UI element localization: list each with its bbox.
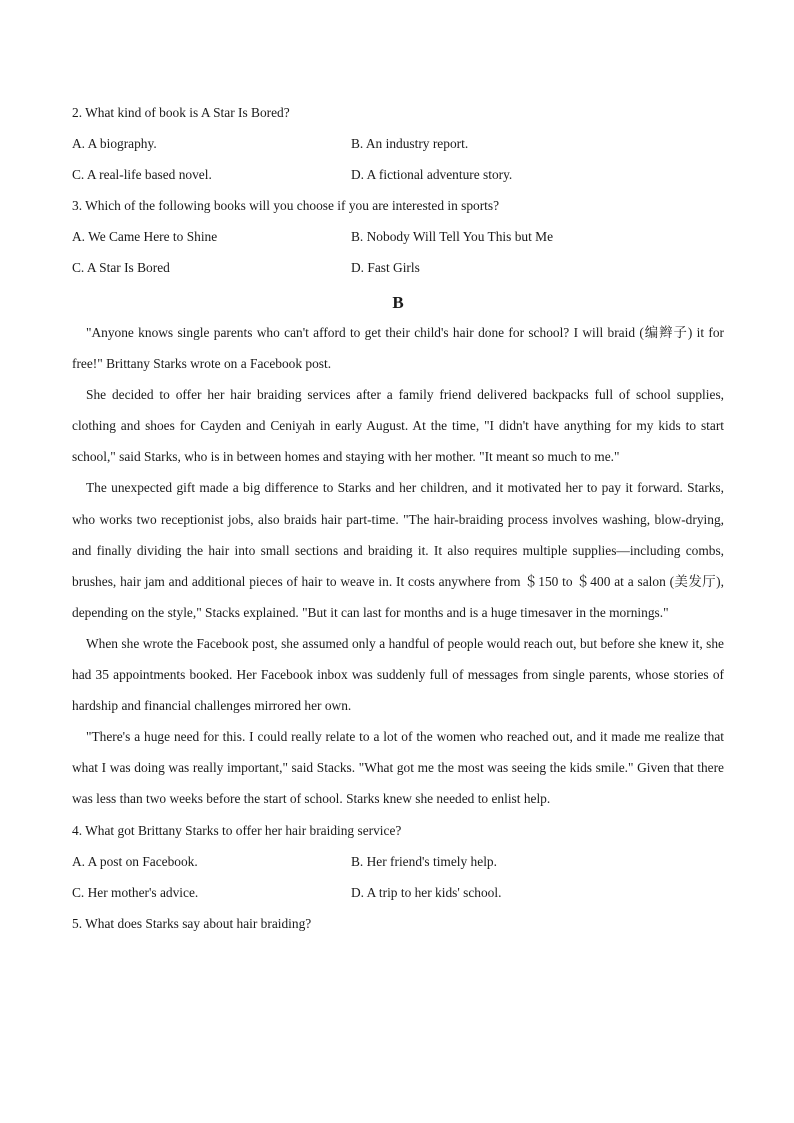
- question-3-options-row-1: [72, 221, 724, 252]
- question-5-stem: 5. What does Starks say about hair braiding?: [72, 915, 312, 931]
- question-2-stem: 2. What kind of book is A Star Is Bored?: [72, 105, 290, 120]
- question-2-option-c: C. A real-life based novel.: [72, 167, 212, 182]
- question-2-option-b: B. An industry report.: [351, 136, 469, 151]
- question-3-option-d: D. Fast Girls: [351, 260, 420, 275]
- question-2-options-row-2: [72, 159, 724, 190]
- question-3-options-row-2: [72, 252, 724, 283]
- passage-paragraph-5: "There's a huge need for this. I could really relate to a lot of the women who reached out, and it made me realize that what I was doing was really important," said Stacks. "What got me the most was seeing the kids smile." Given that there was less than two weeks before the start of school. Starks knew she needed to enlist help.: [72, 729, 724, 807]
- question-2-option-a: A. A biography.: [72, 136, 157, 151]
- question-4-option-a: A. A post on Facebook.: [72, 853, 198, 869]
- question-2-option-d: D. A fictional adventure story.: [351, 167, 513, 182]
- passage-paragraph-4: When she wrote the Facebook post, she assumed only a handful of people would reach out, but before she knew it, she had 35 appointments booked. Her Facebook inbox was suddenly full of messages from single parents, whose stories of hardship and financial challenges mirrored her own.: [72, 635, 724, 714]
- document-body: [72, 97, 724, 939]
- question-2-options-row-1: [72, 128, 724, 159]
- question-3-stem: 3. Which of the following books will you choose if you are interested in sports?: [72, 198, 500, 213]
- section-b-heading: B: [392, 293, 404, 312]
- passage-paragraph-2: She decided to offer her hair braiding services after a family friend delivered backpacks full of school supplies, clothing and shoes for Cayden and Ceniyah in early August. At the time, "I didn't have anything for my kids to start school," said Starks, who is in between homes and staying with her mother. "It meant so much to me.": [72, 387, 724, 465]
- question-4-option-b: B. Her friend's timely help.: [351, 853, 497, 869]
- passage-paragraph-1: "Anyone knows single parents who can't afford to get their child's hair done for school? I will braid (编辫子) it for free!" Brittany Starks wrote on a Facebook post.: [72, 325, 724, 372]
- question-3-option-a: A. We Came Here to Shine: [72, 229, 218, 244]
- passage-paragraph-3: The unexpected gift made a big difference to Starks and her children, and it motivated her to pay it forward. Starks, who works two receptionist jobs, also braids hair part-time. "The hair-braiding process involves washing, blow-drying, and finally dividing the hair into small sections and braiding it. It also requires multiple supplies—including combs, brushes, hair jam and additional pieces of hair to weave in. It costs anywhere from ＄150 to ＄400 at a salon (美发厅), depending on the style," Stacks explained. "But it can last for months and is a huge timesaver in the mornings.": [72, 480, 724, 620]
- question-3-option-b: B. Nobody Will Tell You This but Me: [351, 229, 554, 244]
- question-4-option-c: C. Her mother's advice.: [72, 884, 199, 900]
- question-3-option-c: C. A Star Is Bored: [72, 260, 170, 275]
- question-4-options-row-2: [72, 877, 724, 908]
- question-4-options-row-1: [72, 846, 724, 877]
- question-4-stem: 4. What got Brittany Starks to offer her hair braiding service?: [72, 822, 402, 838]
- question-4-option-d: D. A trip to her kids' school.: [351, 884, 502, 900]
- section-b-passage: [72, 317, 724, 815]
